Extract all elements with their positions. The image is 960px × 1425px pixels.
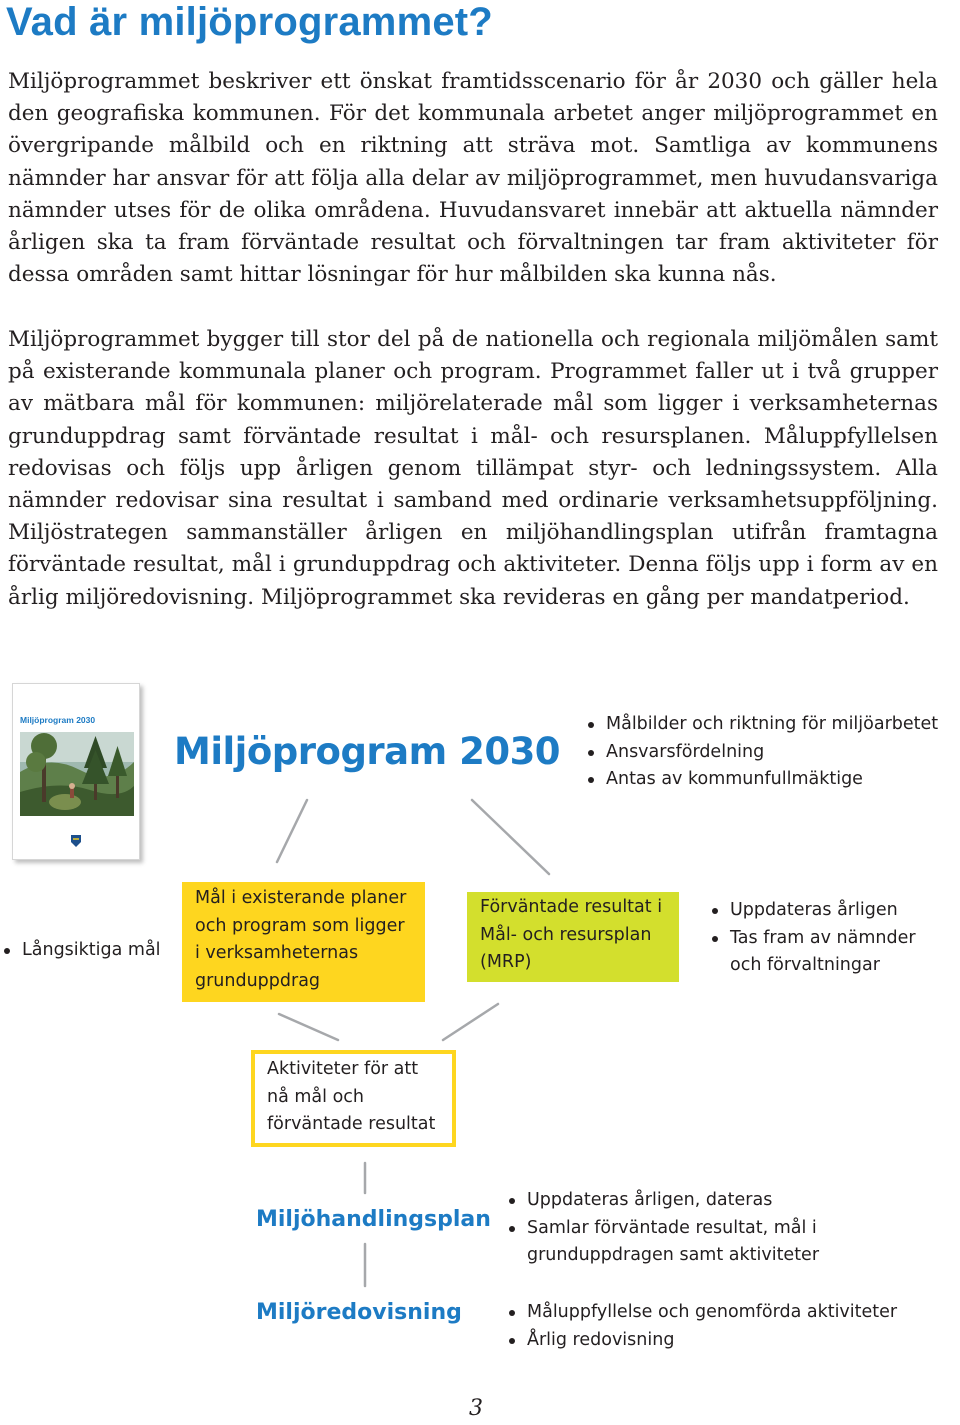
list-item [708,925,916,980]
page-title: Vad är miljöprogrammet? [6,0,493,44]
box-line: Förväntade resultat i [480,897,663,917]
connector-line [443,1004,498,1040]
list-item: Målbilder och riktning för miljöarbetet [584,711,938,739]
list-item: Antas av kommunfullmäktige [584,766,938,794]
action-plan-heading: Miljöhandlingsplan [256,1207,491,1232]
list-item-text: Måluppfyllelse och genomförda aktiviteter [527,1302,898,1322]
action-plan-bullet-list [505,1187,819,1270]
box-line: nå mål och [267,1086,364,1107]
list-item-text: Uppdateras årligen, dateras [527,1190,773,1210]
municipal-crest-icon [70,834,82,848]
connector-line [279,1014,338,1040]
report-bullet-list [505,1299,897,1354]
list-item: Ansvarsfördelning [584,739,938,767]
list-item-text: Uppdateras årligen [730,900,898,920]
list-item: Långsiktiga mål [0,937,161,965]
list-item-text: Årlig redovisning [527,1329,675,1350]
list-item [708,897,916,925]
forest-photo-icon [20,732,134,816]
program-title: Miljöprogram 2030 [174,730,561,773]
box-line: och program som ligger [195,915,405,936]
box-line: förväntade resultat [267,1114,436,1134]
existing-plans-box [182,882,425,1002]
list-item [505,1215,819,1270]
list-item [505,1187,819,1215]
program-paragraph: Miljöprogrammet bygger till stor del på de nationella och regionala miljömålen samt på existerande kommunala planer och program. Programmet faller ut i två grupper av mätbara mål för kommunen: miljörelaterade mål som ligger i verksamheternas grunduppdrag samt förväntade resultat i mål- och resursplanen. Måluppfyllelsen redovisas och följs upp årligen genom tillämpat styr- och ledningssystem. Alla nämnder redovisar sina resultat i samband med ordinarie verksamhetsuppföljning. Miljöstrategen sammanställer årligen en miljöhandlingsplan utifrån framtagna förväntade resultat, mål i grunduppdrag och aktiviteter. Denna följs upp i form av en årlig miljöredovisning. Miljöprogrammet ska revideras en gång per mandatperiod. [8,327,938,610]
list-item-text: grunduppdragen samt aktiviteter [527,1245,820,1265]
activities-box [251,1050,456,1147]
program-cover-thumbnail [12,683,140,860]
box-line: Aktiviteter för att [267,1059,419,1079]
mrp-bullet-list [708,897,916,980]
intro-paragraph: Miljöprogrammet beskriver ett önskat framtidsscenario för år 2030 och gäller hela den geografiska kommunen. För det kommunala arbetet anger miljöprogrammet en övergripande målbild och en riktning att sträva mot. Samtliga av kommunens nämnder har ansvar för att följa alla delar av miljöprogrammet, men huvudansvariga nämnder utses för de olika områdena. Huvudansvaret innebär att aktuella nämnder årligen ska ta fram förväntade resultat och förvaltningen tar fram aktiviteter för dessa områden samt hittar lösningar för hur målbilden ska kunna nås. [8,69,938,288]
list-item-text: och förvaltningar [730,955,880,975]
longterm-goals-list [0,937,161,965]
list-item [505,1299,897,1327]
box-line: grunduppdrag [195,970,321,991]
box-line: (MRP) [480,952,532,972]
box-line: Mål i existerande planer [195,888,407,908]
page-number: 3 [469,1396,483,1421]
expected-results-box [467,892,679,982]
list-item-text: Samlar förväntade resultat, mål i [527,1217,817,1238]
cover-title: Miljöprogram 2030 [20,715,96,725]
connector-line [472,800,549,874]
list-item [505,1327,897,1355]
program-bullet-list [584,711,938,794]
box-line: i verksamheternas [195,943,359,963]
list-item-text: Tas fram av nämnder [730,927,916,948]
report-heading: Miljöredovisning [256,1300,462,1325]
box-line: Mål- och resursplan [480,924,652,945]
connector-line [277,800,307,862]
